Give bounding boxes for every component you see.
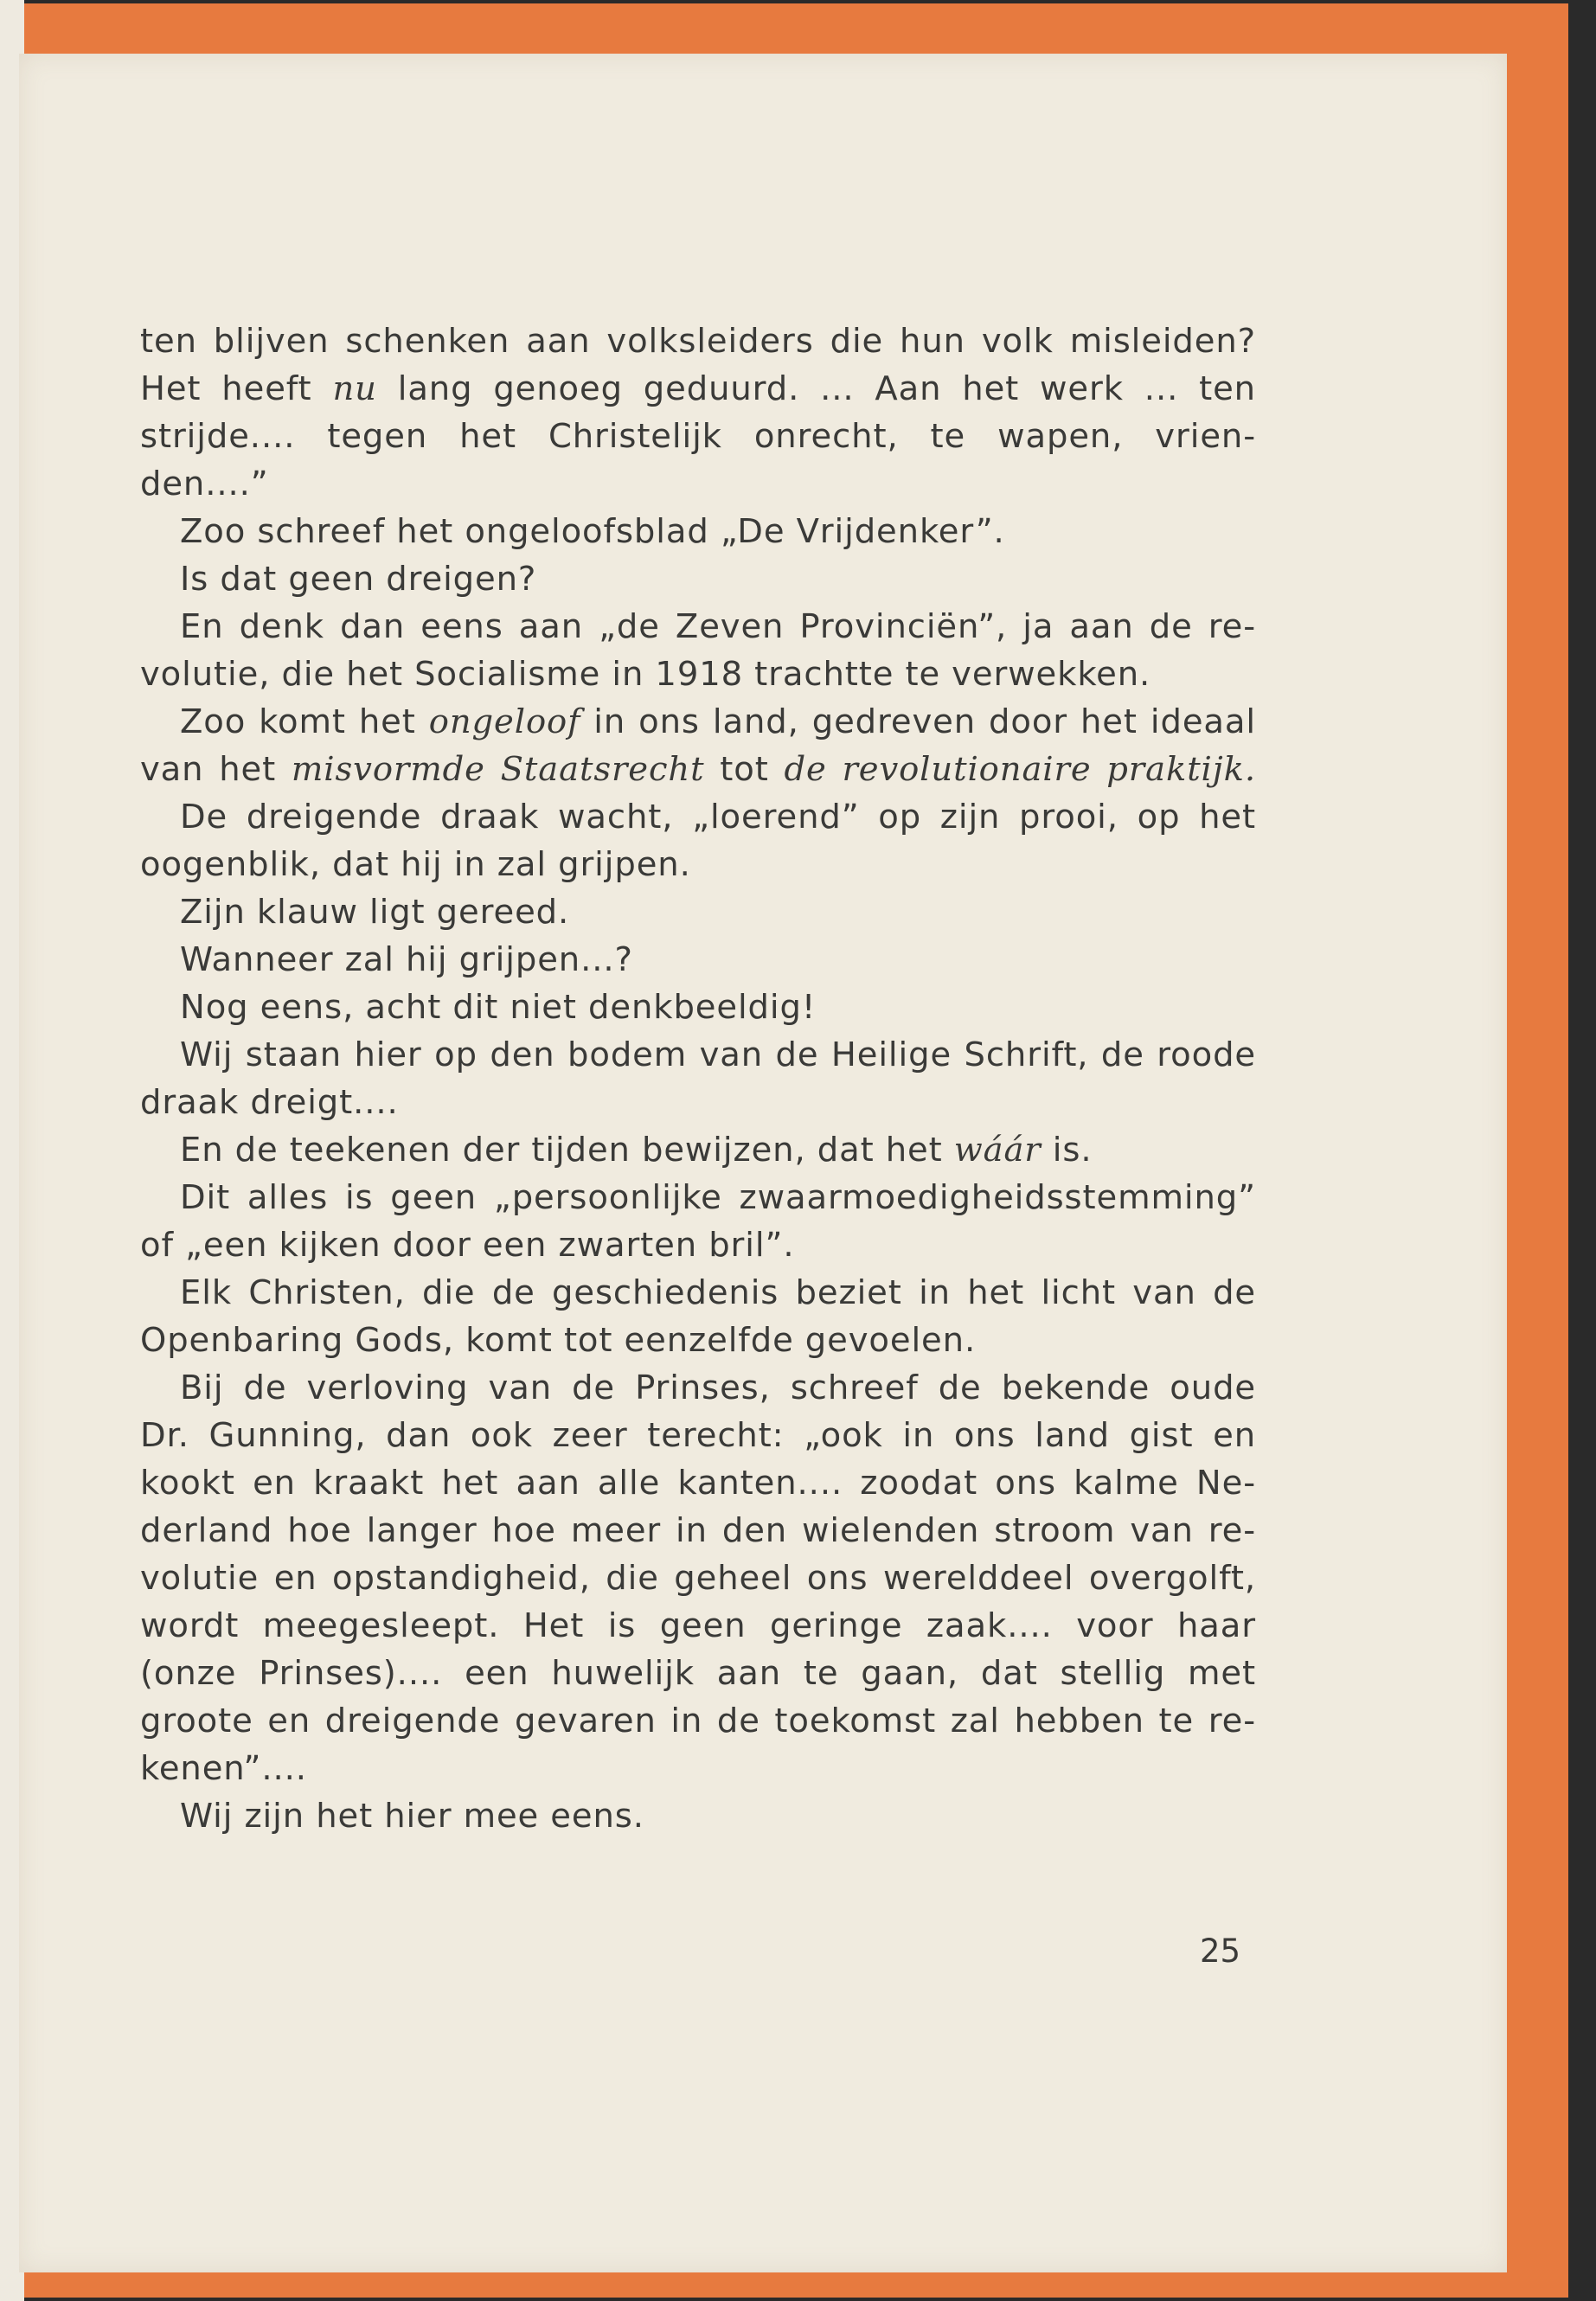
text-segment: oogenblik, dat hij in zal grijpen. xyxy=(140,845,691,884)
italic-text: nu xyxy=(332,369,377,408)
text-line xyxy=(140,1602,1256,1650)
text-segment: Wij zijn het hier mee eens. xyxy=(180,1797,644,1836)
text-segment: tot xyxy=(704,750,785,789)
text-segment: Wanneer zal hij grijpen...? xyxy=(180,940,633,979)
text-line xyxy=(140,317,1256,365)
text-line xyxy=(140,1792,1256,1840)
text-line xyxy=(140,698,1256,746)
text-line xyxy=(140,1079,1256,1126)
text-segment: van het xyxy=(140,750,292,789)
page-sheet xyxy=(19,54,1507,2272)
text-segment: is. xyxy=(1041,1131,1093,1170)
text-segment: (onze Prinses).... een huwelijk aan te gaan, dat stellig met xyxy=(140,1654,1256,1693)
italic-text: wáár xyxy=(953,1131,1042,1170)
text-segment: Bij de verloving van de Prinses, schreef de bekende oude xyxy=(180,1368,1256,1407)
text-segment: den....” xyxy=(140,465,269,503)
text-segment: in ons land, gedreven door het ideaal xyxy=(580,702,1256,741)
text-line xyxy=(140,1364,1256,1412)
italic-text: de revolutionaire praktijk. xyxy=(784,750,1256,789)
text-line xyxy=(140,1745,1256,1792)
text-segment: of „een kijken door een zwarten bril”. xyxy=(140,1226,795,1265)
text-line xyxy=(140,1650,1256,1697)
text-segment: Het heeft xyxy=(140,369,333,408)
text-segment: De dreigende draak wacht, „loerend” op zijn prooi, op het xyxy=(180,798,1256,836)
text-segment: volutie en opstandigheid, die geheel ons werelddeel overgolft, xyxy=(140,1559,1256,1598)
text-segment: Elk Christen, die de geschiedenis beziet in het licht van de xyxy=(180,1273,1256,1312)
text-segment: Zoo schreef het ongeloofsblad „De Vrijdenker”. xyxy=(180,512,1005,551)
text-segment: strijde.... tegen het Christelijk onrecht, te wapen, vrien- xyxy=(140,417,1256,456)
page-number: 25 xyxy=(1200,1932,1241,1970)
text-segment: lang genoeg geduurd. ... Aan het werk ... ten xyxy=(376,369,1256,408)
text-segment: Is dat geen dreigen? xyxy=(180,560,537,599)
text-segment: groote en dreigende gevaren in de toekomst zal hebben te re- xyxy=(140,1702,1256,1740)
text-segment: En denk dan eens aan „de Zeven Provinciën”, ja aan de re- xyxy=(180,607,1256,646)
text-line xyxy=(140,841,1256,888)
text-segment: Wij staan hier op den bodem van de Heilige Schrift, de roode xyxy=(180,1035,1256,1074)
text-segment: derland hoe langer hoe meer in den wielenden stroom van re- xyxy=(140,1511,1256,1550)
text-line xyxy=(140,1554,1256,1602)
text-line xyxy=(140,1174,1256,1221)
text-line xyxy=(140,1269,1256,1317)
text-segment: Zoo komt het xyxy=(180,702,429,741)
text-segment: ten blijven schenken aan volksleiders die hun volk misleiden? xyxy=(140,322,1256,361)
italic-text: ongeloof xyxy=(428,702,581,741)
text-line xyxy=(140,508,1256,555)
text-segment: kenen”.... xyxy=(140,1749,307,1788)
text-segment: Zijn klauw ligt gereed. xyxy=(180,893,570,932)
text-line xyxy=(140,1031,1256,1079)
text-line xyxy=(140,746,1256,793)
text-line xyxy=(140,1221,1256,1269)
text-line xyxy=(140,1317,1256,1364)
text-segment: draak dreigt.... xyxy=(140,1083,399,1122)
text-line xyxy=(140,365,1256,413)
text-line xyxy=(140,936,1256,984)
text-line xyxy=(140,603,1256,651)
text-line xyxy=(140,413,1256,460)
text-line xyxy=(140,984,1256,1031)
text-line xyxy=(140,1412,1256,1459)
text-line xyxy=(140,793,1256,841)
text-segment: Dit alles is geen „persoonlijke zwaarmoedigheidsstemming” xyxy=(180,1178,1256,1217)
text-line xyxy=(140,1126,1256,1174)
text-segment: En de teekenen der tijden bewijzen, dat het xyxy=(180,1131,954,1170)
text-segment: kookt en kraakt het aan alle kanten.... zoodat ons kalme Ne- xyxy=(140,1464,1256,1503)
text-line xyxy=(140,888,1256,936)
text-line xyxy=(140,555,1256,603)
text-segment: Nog eens, acht dit niet denkbeeldig! xyxy=(180,988,817,1027)
text-segment: Openbaring Gods, komt tot eenzelfde gevoelen. xyxy=(140,1321,977,1360)
text-line xyxy=(140,651,1256,698)
text-line xyxy=(140,460,1256,508)
body-text xyxy=(140,317,1256,1840)
italic-text: misvormde Staatsrecht xyxy=(291,750,705,789)
text-segment: Dr. Gunning, dan ook zeer terecht: „ook in ons land gist en xyxy=(140,1416,1256,1455)
text-line xyxy=(140,1459,1256,1507)
text-line xyxy=(140,1697,1256,1745)
text-segment: volutie, die het Socialisme in 1918 trachtte te verwekken. xyxy=(140,655,1151,694)
text-line xyxy=(140,1507,1256,1554)
text-segment: wordt meegesleept. Het is geen geringe zaak.... voor haar xyxy=(140,1606,1256,1645)
